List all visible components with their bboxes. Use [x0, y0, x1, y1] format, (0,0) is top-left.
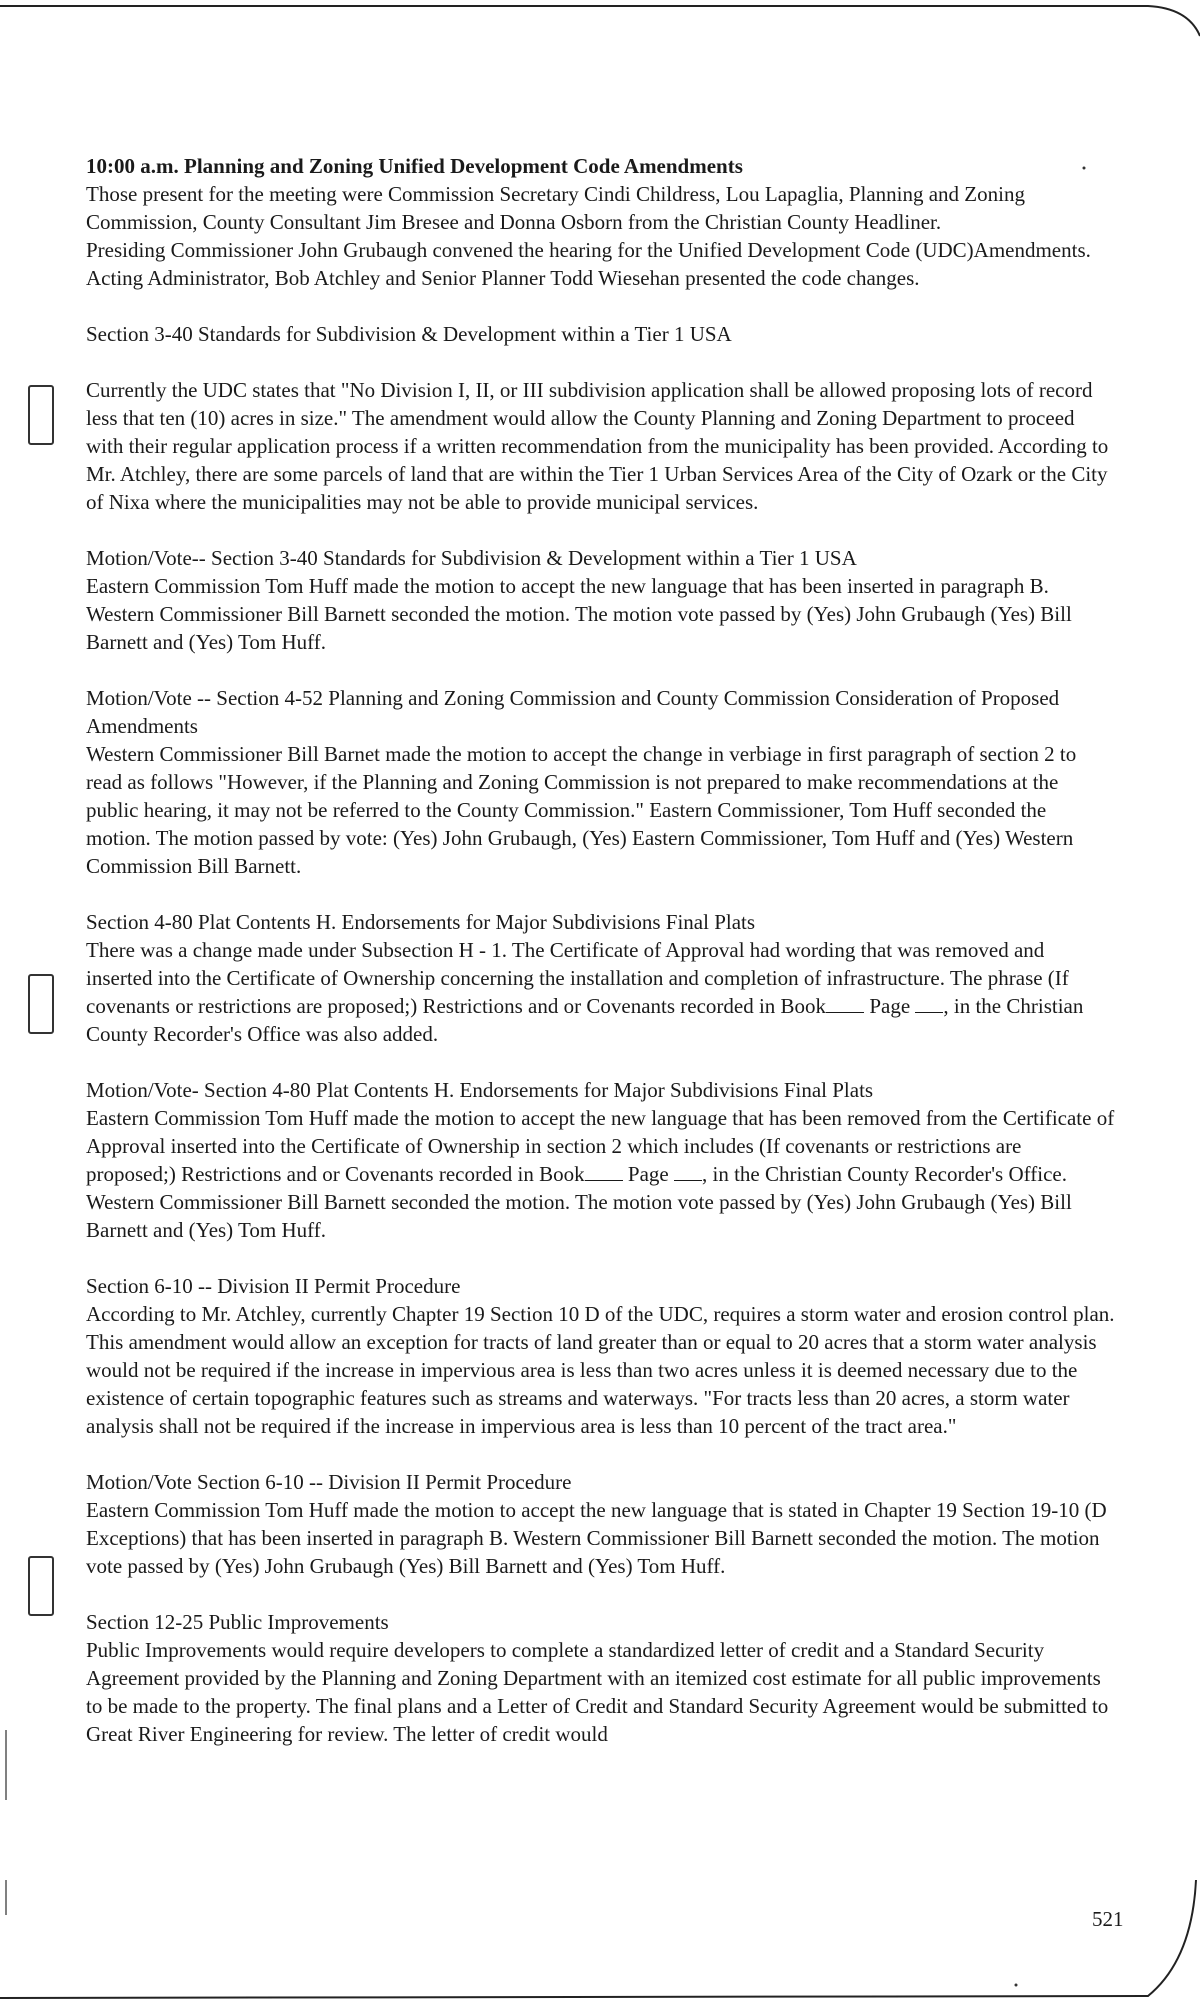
- motion-body: Western Commissioner Bill Barnet made the motion to accept the change in verbiage in first paragraph of section 2 to read as follows "However, if the Planning and Zoning Commission is not prepared to make recommendations at the public hearing, it may not be referred to the County Commission." Eastern Commissioner, Tom Huff seconded the motion. The motion passed by vote: (Yes) John Grubaugh, (Yes) Eastern Commissioner, Tom Huff and (Yes) Western Commission Bill Barnett.: [86, 742, 1077, 878]
- blank-line: [674, 1162, 702, 1181]
- margin-bracket: [28, 385, 54, 445]
- blank-line: [585, 1162, 623, 1181]
- meeting-title: 10:00 a.m. Planning and Zoning Unified Development Code Amendments: [86, 154, 743, 178]
- section-12-25: [86, 1608, 1116, 1748]
- motion-vote-4-52: [86, 684, 1116, 880]
- motion-body: [86, 1104, 1116, 1244]
- body-part: Page: [869, 994, 911, 1018]
- section-4-80: [86, 908, 1116, 1048]
- body-part: Page: [627, 1162, 669, 1186]
- section-body: Public Improvements would require developers to complete a standardized letter of credit and a Standard Security Agreement provided by the Planning and Zoning Department with an itemized cost estimate for all public improvements to be made to the property. The final plans and a Letter of Credit and Standard Security Agreement would be submitted to Great River Engineering for review. The letter of credit would: [86, 1638, 1109, 1746]
- body-part: , in the Christian County Recorder's Office was also added.: [86, 994, 1084, 1046]
- section-3-40: [86, 320, 1116, 516]
- motion-vote-4-80: [86, 1076, 1116, 1244]
- intro-paragraph: Presiding Commissioner John Grubaugh convened the hearing for the Unified Development Code (UDC)Amendments. Acting Administrator, Bob Atchley and Senior Planner Todd Wiesehan presented the code changes.: [86, 238, 1091, 290]
- motion-heading: Motion/Vote -- Section 4-52 Planning and Zoning Commission and County Commission Consideration of Proposed Amendments: [86, 686, 1060, 738]
- attendees-paragraph: Those present for the meeting were Commission Secretary Cindi Childress, Lou Lapaglia, Planning and Zoning Commission, County Consultant Jim Bresee and Donna Osborn from the Christian County Headliner.: [86, 182, 1025, 234]
- motion-heading: Motion/Vote- Section 4-80 Plat Contents H. Endorsements for Major Subdivisions Final Plats: [86, 1078, 874, 1102]
- section-heading: Section 6-10 -- Division II Permit Procedure: [86, 1274, 461, 1298]
- margin-bracket: [28, 1556, 54, 1616]
- section-6-10: [86, 1272, 1116, 1440]
- motion-body: Eastern Commission Tom Huff made the motion to accept the new language that has been inserted in paragraph B. Western Commissioner Bill Barnett seconded the motion. The motion vote passed by (Yes) John Grubaugh (Yes) Bill Barnett and (Yes) Tom Huff.: [86, 574, 1072, 654]
- blank-line: [915, 994, 943, 1013]
- page-curl-bottom: [0, 1880, 1196, 1998]
- section-body: [86, 936, 1116, 1048]
- section-body: According to Mr. Atchley, currently Chapter 19 Section 10 D of the UDC, requires a storm water and erosion control plan. This amendment would allow an exception for tracts of land greater than or equal to 20 acres that a storm water analysis would not be required if the increase in impervious area is less than two acres unless it is deemed necessary due to the existence of certain topographic features such as streams and waterways. "For tracts less than 20 acres, a storm water analysis shall not be required if the increase in impervious area is less than 10 percent of the tract area.": [86, 1302, 1115, 1438]
- body-part: Eastern Commission Tom Huff made the motion to accept the new language that has been removed from the Certificate of Approval inserted into the Certificate of Ownership in section 2 which includes (If covenants or restrictions are proposed;) Restrictions and or Covenants recorded in Book: [86, 1106, 1115, 1186]
- margin-bracket: [28, 974, 54, 1034]
- blank-line: [826, 994, 864, 1013]
- section-heading: Section 4-80 Plat Contents H. Endorsements for Major Subdivisions Final Plats: [86, 910, 756, 934]
- body-part: , in the Christian County Recorder's Office. Western Commissioner Bill Barnett seconded the motion. The motion vote passed by (Yes) John Grubaugh (Yes) Bill Barnett and (Yes) Tom Huff.: [86, 1162, 1072, 1242]
- page-curl-top: [0, 6, 1200, 36]
- header-block: [86, 152, 1116, 292]
- section-heading: Section 3-40 Standards for Subdivision & Development within a Tier 1 USA: [86, 322, 732, 346]
- section-body: Currently the UDC states that "No Division I, II, or III subdivision application shall be allowed proposing lots of record less that ten (10) acres in size." The amendment would allow the County Planning and Zoning Department to proceed with their regular application process if a written recommendation from the municipality has been provided. According to Mr. Atchley, there are some parcels of land that are within the Tier 1 Urban Services Area of the City of Ozark or the City of Nixa where the municipalities may not be able to provide municipal services.: [86, 378, 1109, 514]
- motion-vote-3-40: [86, 544, 1116, 656]
- motion-heading: Motion/Vote-- Section 3-40 Standards for Subdivision & Development within a Tier 1 USA: [86, 546, 857, 570]
- motion-heading: Motion/Vote Section 6-10 -- Division II Permit Procedure: [86, 1470, 572, 1494]
- page-number: 521: [1092, 1907, 1124, 1931]
- speck: [1015, 1984, 1018, 1987]
- section-heading: Section 12-25 Public Improvements: [86, 1610, 389, 1634]
- motion-vote-6-10: [86, 1468, 1116, 1580]
- motion-body: Eastern Commission Tom Huff made the motion to accept the new language that is stated in Chapter 19 Section 19-10 (D Exceptions) that has been inserted in paragraph B. Western Commissioner Bill Barnett seconded the motion. The motion vote passed by (Yes) John Grubaugh (Yes) Bill Barnett and (Yes) Tom Huff.: [86, 1498, 1107, 1578]
- body-part: There was a change made under Subsection H - 1. The Certificate of Approval had wording that was removed and inserted into the Certificate of Ownership concerning the installation and completion of infrastructure. The phrase (If covenants or restrictions are proposed;) Restrictions and or Covenants recorded in Book: [86, 938, 1069, 1018]
- minutes-content: [86, 152, 1116, 1748]
